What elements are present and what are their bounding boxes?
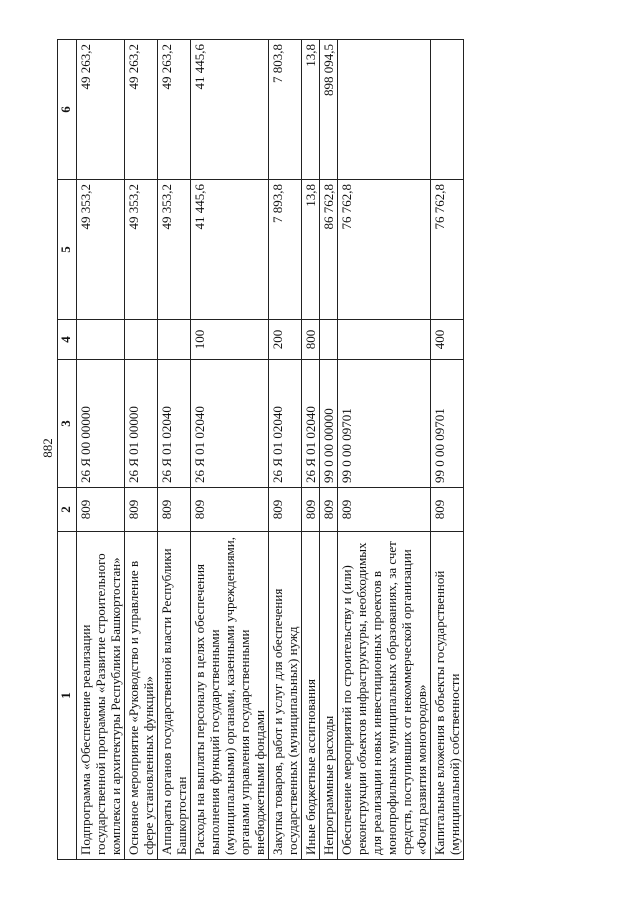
table-row <box>269 40 302 860</box>
row-name-cell: Обеспечение мероприятий по строительству и (или) реконструкции объектов инфраструктуры, необходимых для реализации новых инвестиционных проектов в монопрофильных муниципальных образованиях, за счет средств, поступивших от некоммерческой организации «Фонд развития моногородов» <box>338 532 431 860</box>
amount-year2-cell: 49 263,2 <box>158 40 191 180</box>
amount-year1-cell: 41 445,6 <box>191 180 269 320</box>
header-col-6: 6 <box>58 40 77 180</box>
row-name-cell: Расходы на выплаты персоналу в целях обеспечения выполнения функций государственными (муниципальными) органами, казенными учреждениями, органами управления государственными внебюджетными фондами <box>191 532 269 860</box>
target-code-cell: 99 0 00 00000 <box>320 360 338 488</box>
expense-type-cell: 400 <box>431 320 464 360</box>
target-code-cell: 26 Я 01 02040 <box>302 360 320 488</box>
table-row <box>302 40 320 860</box>
table-container <box>57 40 605 860</box>
row-name-cell: Иные бюджетные ассигнования <box>302 532 320 860</box>
target-code-cell: 26 Я 01 00000 <box>125 360 158 488</box>
table-row <box>77 40 125 860</box>
header-row <box>58 40 77 860</box>
amount-year1-cell: 86 762,8 <box>320 180 338 320</box>
row-name-cell: Подпрограмма «Обеспечение реализации государственной программы «Развитие строительного комплекса и архитектуры Республики Башкортостан» <box>77 532 125 860</box>
target-code-cell: 99 0 00 09701 <box>431 360 464 488</box>
amount-year2-cell: 13,8 <box>302 40 320 180</box>
budget-table <box>57 39 464 860</box>
amount-year2-cell: 7 803,8 <box>269 40 302 180</box>
expense-type-cell: 800 <box>302 320 320 360</box>
expense-type-cell: 200 <box>269 320 302 360</box>
target-code-cell: 26 Я 00 00000 <box>77 360 125 488</box>
header-col-2: 2 <box>58 488 77 532</box>
target-code-cell: 99 0 00 09701 <box>338 360 431 488</box>
table-row <box>158 40 191 860</box>
admin-code-cell: 809 <box>158 488 191 532</box>
page-number: 882 <box>39 438 55 458</box>
expense-type-cell: 100 <box>191 320 269 360</box>
header-col-5: 5 <box>58 180 77 320</box>
amount-year2-cell: 898 094,5 <box>320 40 338 180</box>
row-name-cell: Аппараты органов государственной власти Республики Башкортостан <box>158 532 191 860</box>
admin-code-cell: 809 <box>431 488 464 532</box>
row-name-cell: Основное мероприятие «Руководство и управление в сфере установленных функций» <box>125 532 158 860</box>
admin-code-cell: 809 <box>320 488 338 532</box>
header-col-1: 1 <box>58 532 77 860</box>
admin-code-cell: 809 <box>269 488 302 532</box>
admin-code-cell: 809 <box>77 488 125 532</box>
rotated-sheet <box>57 40 605 860</box>
header-col-3: 3 <box>58 360 77 488</box>
amount-year2-cell <box>431 40 464 180</box>
amount-year2-cell: 41 445,6 <box>191 40 269 180</box>
amount-year2-cell: 49 263,2 <box>125 40 158 180</box>
header-col-4: 4 <box>58 320 77 360</box>
amount-year1-cell: 13,8 <box>302 180 320 320</box>
expense-type-cell <box>125 320 158 360</box>
row-name-cell: Непрограммные расходы <box>320 532 338 860</box>
admin-code-cell: 809 <box>302 488 320 532</box>
amount-year1-cell: 7 893,8 <box>269 180 302 320</box>
target-code-cell: 26 Я 01 02040 <box>269 360 302 488</box>
amount-year1-cell: 49 353,2 <box>125 180 158 320</box>
row-name-cell: Капитальные вложения в объекты государственной (муниципальной) собственности <box>431 532 464 860</box>
amount-year2-cell <box>338 40 431 180</box>
table-row <box>191 40 269 860</box>
table-row <box>320 40 338 860</box>
target-code-cell: 26 Я 01 02040 <box>191 360 269 488</box>
expense-type-cell <box>158 320 191 360</box>
expense-type-cell <box>338 320 431 360</box>
row-name-cell: Закупка товаров, работ и услуг для обеспечения государственных (муниципальных) нужд <box>269 532 302 860</box>
table-row <box>431 40 464 860</box>
admin-code-cell: 809 <box>191 488 269 532</box>
amount-year1-cell: 76 762,8 <box>431 180 464 320</box>
amount-year1-cell: 49 353,2 <box>77 180 125 320</box>
amount-year1-cell: 76 762,8 <box>338 180 431 320</box>
target-code-cell: 26 Я 01 02040 <box>158 360 191 488</box>
amount-year1-cell: 49 353,2 <box>158 180 191 320</box>
expense-type-cell <box>320 320 338 360</box>
table-row <box>125 40 158 860</box>
expense-type-cell <box>77 320 125 360</box>
table-row <box>338 40 431 860</box>
amount-year2-cell: 49 263,2 <box>77 40 125 180</box>
admin-code-cell: 809 <box>125 488 158 532</box>
admin-code-cell: 809 <box>338 488 431 532</box>
